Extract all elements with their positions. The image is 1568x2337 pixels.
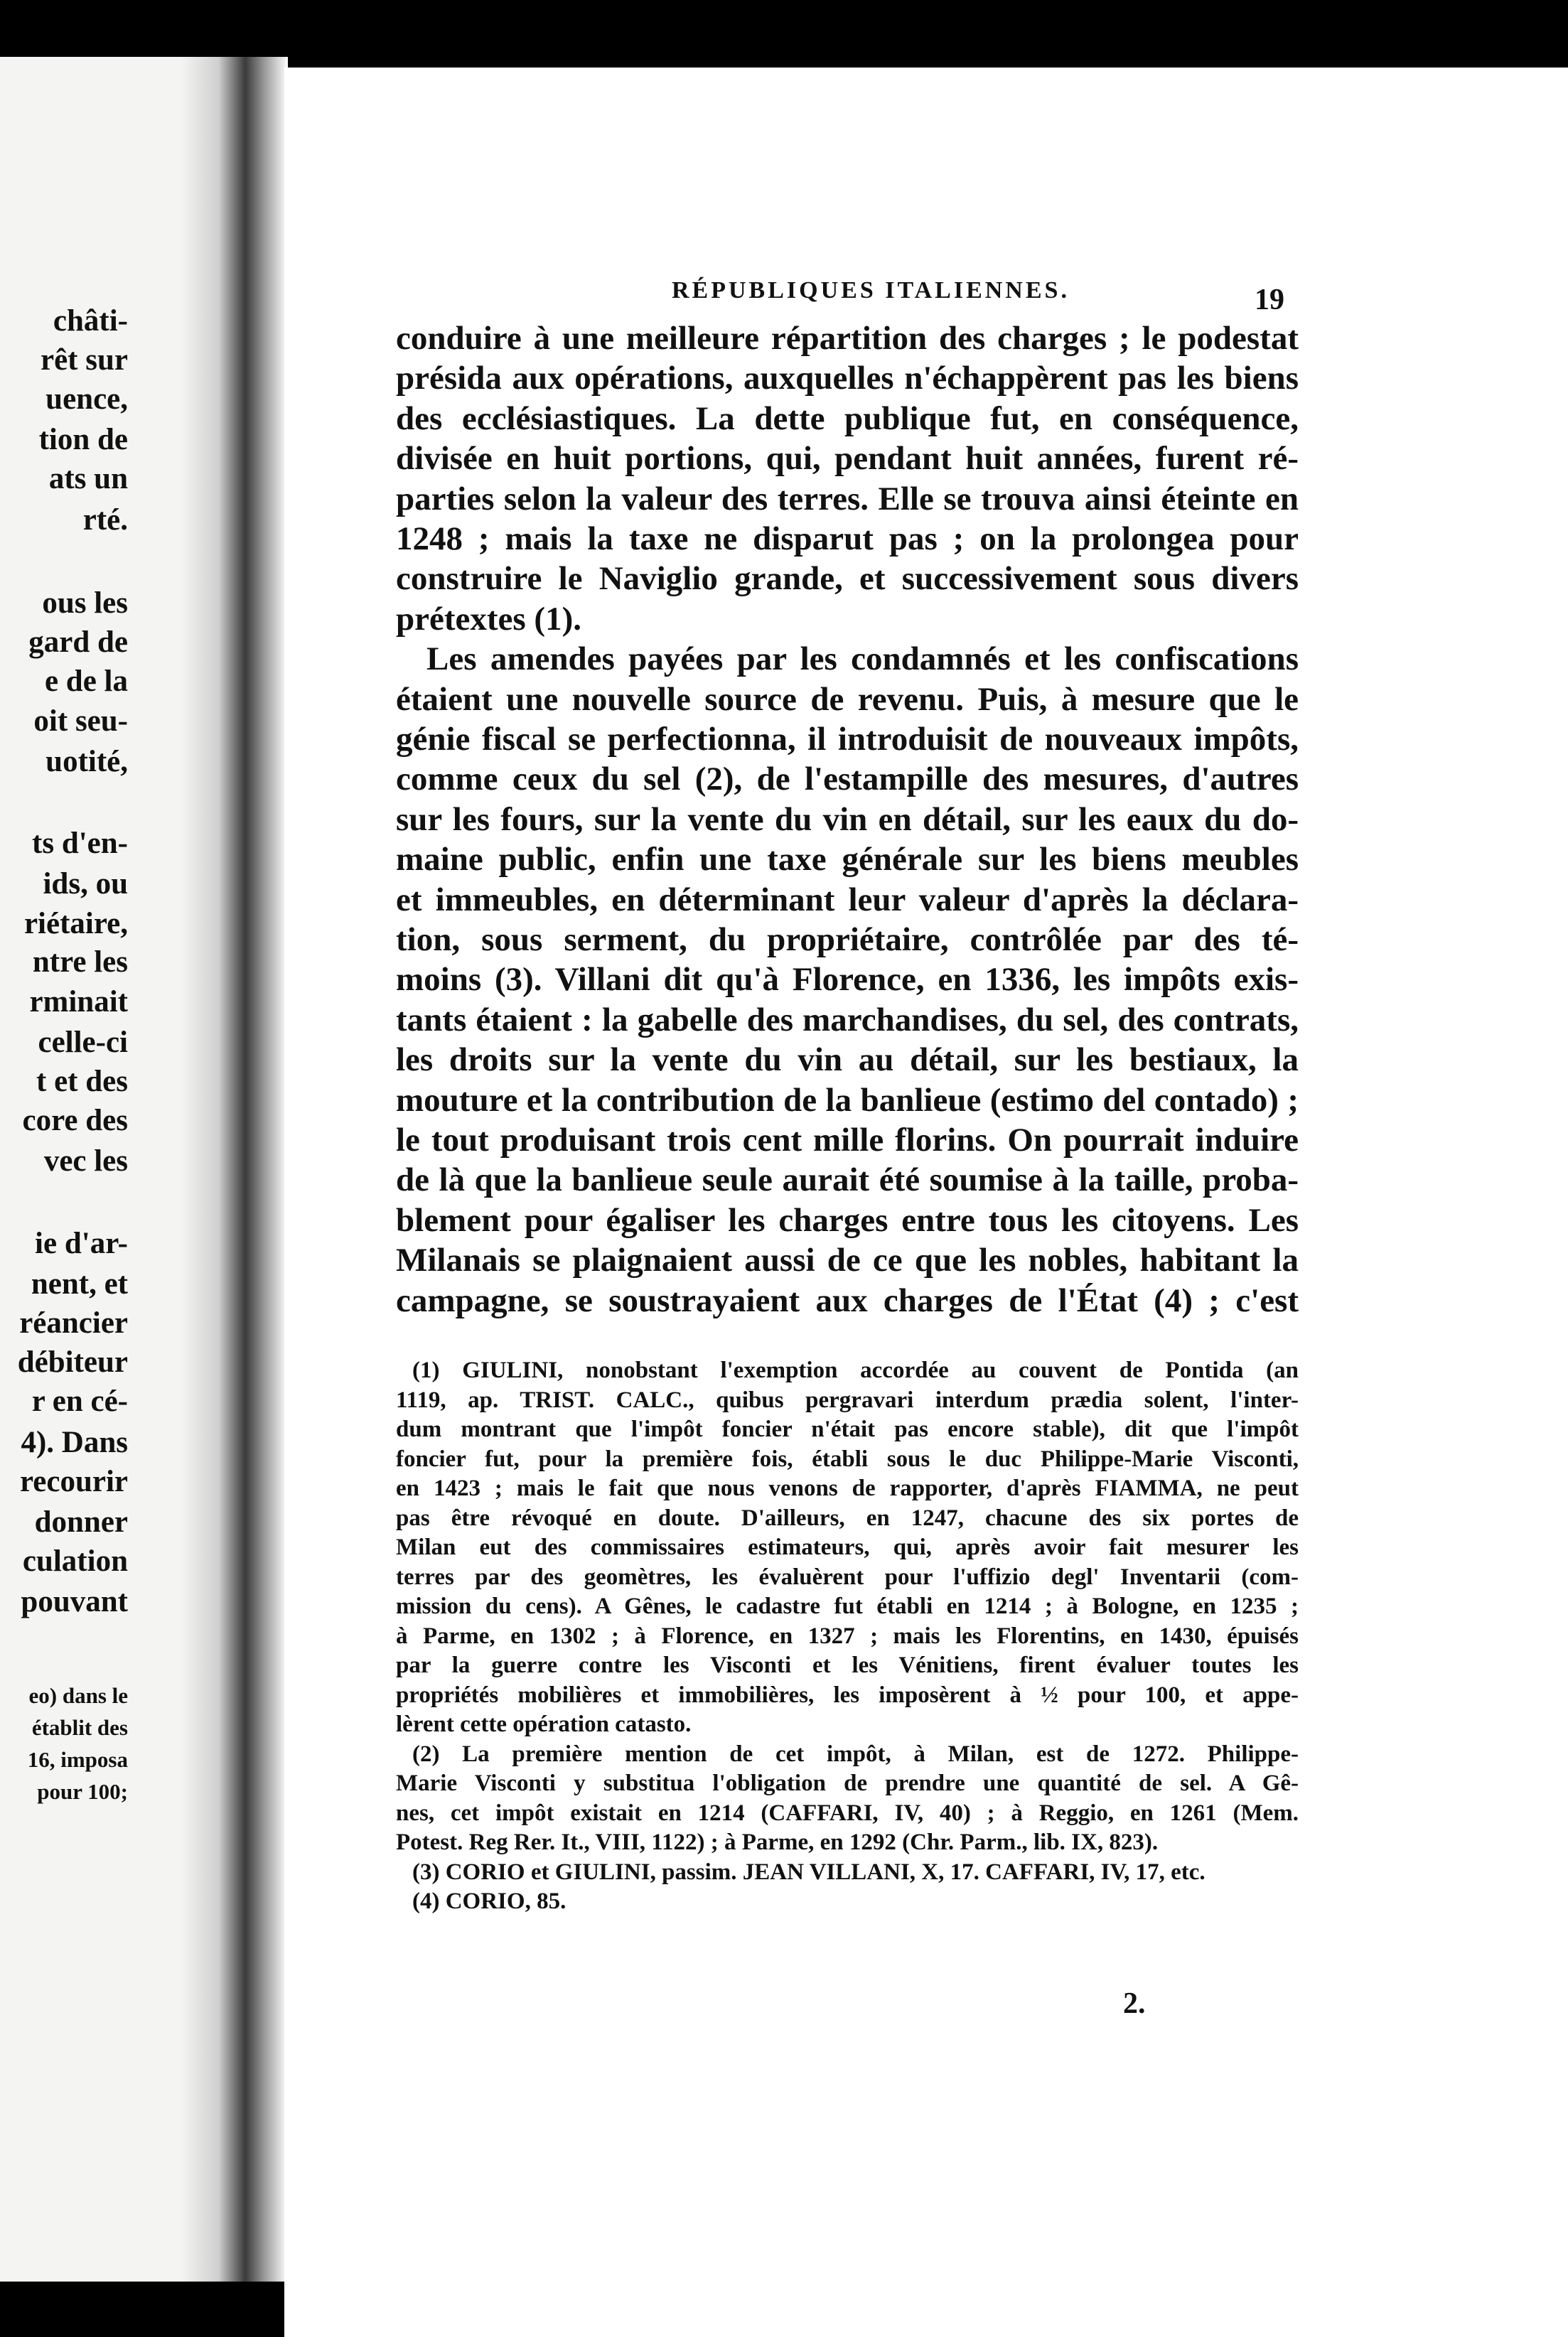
body-line: conduire à une meilleure répartition des charges ; le podestat [396, 320, 1299, 357]
footnote-line: lèrent cette opération catasto. [396, 1712, 692, 1737]
footnote-line: pas être révoqué en doute. D'ailleurs, en 1247, chacune des six portes de [396, 1505, 1299, 1531]
footnote-line: en 1423 ; mais le fait que nous venons de rapporter, d'après FIAMMA, ne peut [396, 1476, 1299, 1501]
body-line: Milanais se plaignaient aussi de ce que les nobles, habitant la [396, 1242, 1299, 1279]
signature-mark: 2. [1123, 1987, 1146, 2020]
body-line: construire le Naviglio grande, et successivement sous divers [396, 560, 1299, 598]
facing-page-line: core des [22, 1104, 128, 1137]
facing-page-line: donner [34, 1505, 128, 1539]
facing-page-line: r en cé- [31, 1385, 128, 1418]
running-head: RÉPUBLIQUES ITALIENNES. [672, 277, 1070, 303]
facing-page-line: t et des [36, 1065, 128, 1098]
body-line: présida aux opérations, auxquelles n'échappèrent pas les biens [396, 360, 1299, 397]
facing-page-line: tion de [38, 423, 128, 456]
body-line: sur les fours, sur la vente du vin en détail, sur les eaux du do- [396, 800, 1299, 838]
footnote-line: Milan eut des commissaires estimateurs, qui, après avoir fait mesurer les [396, 1535, 1299, 1560]
footnote-line: terres par des geomètres, les évaluèrent pour l'uffizio degl' Inventarii (com- [396, 1564, 1299, 1590]
facing-page-line: uence, [45, 382, 128, 416]
edge-mark: ٭ [1546, 161, 1558, 184]
body-line: des ecclésiastiques. La dette publique fut, en conséquence, [396, 399, 1299, 437]
footnote-line: nes, cet impôt existait en 1214 (CAFFARI, IV, 40) ; à Reggio, en 1261 (Mem. [396, 1800, 1299, 1826]
facing-page-line: recourir [19, 1465, 128, 1498]
facing-page-line: pouvant [21, 1585, 128, 1618]
body-line: mouture et la contribution de la banlieue (estimo del contado) ; [396, 1081, 1299, 1119]
facing-page-note-line: établit des [31, 1715, 128, 1740]
footnote-line: par la guerre contre les Visconti et les Vénitiens, firent évaluer toutes les [396, 1653, 1299, 1678]
facing-page-line: rêt sur [41, 343, 128, 377]
facing-page-line: ie d'ar- [35, 1227, 128, 1260]
facing-page-line: 4). Dans [21, 1426, 128, 1459]
facing-page-note-line: 16, imposa [27, 1747, 128, 1772]
footnote-line: 1119, ap. TRIST. CALC., quibus pergravari interdum prædia solent, l'inter- [396, 1387, 1299, 1413]
footnote-line: foncier fut, pour la première fois, établi sous le duc Philippe-Marie Visconti, [396, 1446, 1299, 1472]
body-line: Les amendes payées par les condamnés et les confiscations [426, 640, 1299, 678]
body-line: parties selon la valeur des terres. Elle se trouva ainsi éteinte en [396, 480, 1299, 517]
footnote-line: (3) CORIO et GIULINI, passim. JEAN VILLANI, X, 17. CAFFARI, IV, 17, etc. [412, 1859, 1205, 1885]
footnote-line: (4) CORIO, 85. [412, 1889, 566, 1914]
body-line: moins (3). Villani dit qu'à Florence, en 1336, les impôts exis- [396, 961, 1299, 999]
facing-page-line: celle-ci [38, 1026, 128, 1059]
facing-page-line: réancier [19, 1306, 128, 1340]
facing-page-line: vec les [43, 1144, 128, 1178]
body-line: blement pour égaliser les charges entre tous les citoyens. Les [396, 1201, 1299, 1239]
book-gutter [181, 57, 288, 2282]
facing-page-line: ous les [42, 586, 128, 620]
body-line: et immeubles, en déterminant leur valeur d'après la déclara- [396, 881, 1299, 918]
body-line: tants étaient : la gabelle des marchandises, du sel, des contrats, [396, 1001, 1299, 1038]
footnote-line: Potest. Reg Rer. It., VIII, 1122) ; à Parme, en 1292 (Chr. Parm., lib. IX, 823). [396, 1830, 1159, 1855]
body-line: comme ceux du sel (2), de l'estampille des mesures, d'autres [396, 761, 1299, 798]
body-line: le tout produisant trois cent mille florins. On pourrait induire [396, 1122, 1299, 1159]
body-line: campagne, se soustrayaient aux charges de l'État (4) ; c'est [396, 1282, 1299, 1319]
facing-page-line: ids, ou [43, 867, 128, 901]
facing-page-line: ts d'en- [32, 827, 128, 860]
facing-page-line: ats un [48, 462, 128, 495]
body-line: prétextes (1). [396, 600, 581, 638]
facing-page-line: riétaire, [23, 907, 128, 940]
body-line: tion, sous serment, du propriétaire, contrôlée par des té- [396, 921, 1299, 958]
footnote-line: (1) GIULINI, nonobstant l'exemption accordée au couvent de Pontida (an [412, 1358, 1299, 1383]
facing-page-line: uotité, [45, 745, 128, 778]
facing-page-line: débiteur [17, 1345, 128, 1379]
footnote-line: (2) La première mention de cet impôt, à Milan, est de 1272. Philippe- [412, 1741, 1299, 1767]
footnote-line: Marie Visconti y substitua l'obligation de prendre une quantité de sel. A Gê- [396, 1771, 1299, 1796]
facing-page-line: rminait [29, 985, 128, 1019]
footnote-line: à Parme, en 1302 ; à Florence, en 1327 ; mais les Florentins, en 1430, épuisés [396, 1623, 1299, 1649]
facing-page-line: nent, et [31, 1267, 128, 1301]
facing-page-line: e de la [44, 665, 128, 698]
body-line: génie fiscal se perfectionna, il introduisit de nouveaux impôts, [396, 721, 1299, 758]
body-line: 1248 ; mais la taxe ne disparut pas ; on la prolongea pour [396, 520, 1299, 557]
footnote-line: dum montrant que l'impôt foncier n'était pas encore stable), dit que l'impôt [396, 1417, 1299, 1442]
facing-page-line: oit seu- [33, 704, 128, 738]
footnote-line: propriétés mobilières et immobilières, les imposèrent à ½ pour 100, et appe- [396, 1682, 1299, 1708]
facing-page-note-line: pour 100; [37, 1779, 128, 1804]
footnote-line: mission du cens). A Gênes, le cadastre fut établi en 1214 ; à Bologne, en 1235 ; [396, 1594, 1299, 1619]
facing-page-note-line: eo) dans le [28, 1683, 128, 1708]
body-line: divisée en huit portions, qui, pendant huit années, furent ré- [396, 440, 1299, 478]
facing-page-line: rté. [82, 503, 128, 537]
body-line: de là que la banlieue seule aurait été soumise à la taille, proba- [396, 1161, 1299, 1199]
facing-page-line: ntre les [32, 945, 128, 979]
page-number: 19 [1255, 284, 1284, 316]
facing-page-line: gard de [28, 625, 128, 659]
body-line: étaient une nouvelle source de revenu. Puis, à mesure que le [396, 680, 1299, 718]
facing-page-line: châti- [53, 304, 128, 338]
body-line: les droits sur la vente du vin au détail, sur les bestiaux, la [396, 1041, 1299, 1079]
facing-page-line: culation [22, 1544, 128, 1578]
body-line: maine public, enfin une taxe générale sur les biens meubles [396, 841, 1299, 879]
